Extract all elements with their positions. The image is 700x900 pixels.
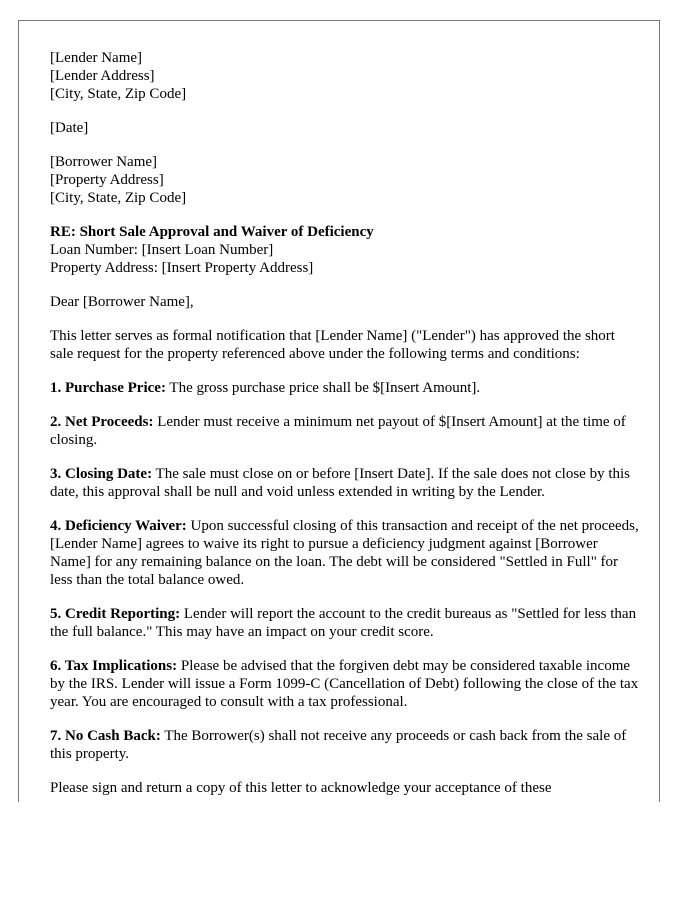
term-deficiency-waiver [50,517,640,589]
salutation: Dear [Borrower Name], [50,294,194,310]
borrower-property-address: [Property Address] [50,172,164,188]
term-closing-date [50,465,640,501]
term-tax-implications [50,657,640,711]
closing-partial-line: Please sign and return a copy of this letter to acknowledge your acceptance of these [50,780,552,796]
closing-paragraph-partial [50,779,640,797]
lender-address: [Lender Address] [50,68,155,84]
term-net-proceeds [50,413,640,449]
term-heading: 4. Deficiency Waiver: [50,518,187,534]
borrower-name: [Borrower Name] [50,154,158,170]
subject-re-line: RE: Short Sale Approval and Waiver of Deficiency [50,224,374,240]
subject-property-address: Property Address: [Insert Property Address] [50,260,314,276]
borrower-address-block [50,153,640,207]
term-text: Upon successful closing of this transaction and receipt of the net proceeds, [Lender Name] agrees to waive its right to pursue a deficiency judgment against [Borrower Name] for any remaining balance on the loan. The debt will be considered "Settled in Full" for less than the total balance owed. [50,518,639,588]
borrower-city-state-zip: [City, State, Zip Code] [50,190,187,206]
letter-date: [Date] [50,120,89,136]
term-heading: 1. Purchase Price: [50,380,166,396]
term-text: Lender must receive a minimum net payout of $[Insert Amount] at the time of closing. [50,414,626,448]
term-credit-reporting [50,605,640,641]
loan-number: Loan Number: [Insert Loan Number] [50,242,274,258]
lender-name: [Lender Name] [50,50,143,66]
term-heading: 6. Tax Implications: [50,658,178,674]
date-block [50,119,640,137]
letter-page [18,20,660,802]
term-heading: 3. Closing Date: [50,466,153,482]
letter-content [50,49,640,802]
term-purchase-price [50,379,640,397]
intro-paragraph: This letter serves as formal notification that [Lender Name] ("Lender") has approved the short sale request for the property referenced above under the following terms and conditions: [50,328,615,362]
term-no-cash-back [50,727,640,763]
term-text: Please be advised that the forgiven debt may be considered taxable income by the IRS. Lender will issue a Form 1099-C (Cancellation of Debt) following the close of the tax year. You are encouraged to consult with a tax professional. [50,658,639,710]
lender-address-block [50,49,640,103]
term-text: Lender will report the account to the credit bureaus as "Settled for less than the full balance." This may have an impact on your credit score. [50,606,637,640]
subject-block [50,223,640,277]
term-heading: 7. No Cash Back: [50,728,161,744]
term-text: The sale must close on or before [Insert Date]. If the sale does not close by this date, this approval shall be null and void unless extended in writing by the Lender. [50,466,630,500]
term-text: The Borrower(s) shall not receive any proceeds or cash back from the sale of this property. [50,728,627,762]
lender-city-state-zip: [City, State, Zip Code] [50,86,187,102]
term-text: The gross purchase price shall be $[Insert Amount]. [165,380,481,396]
term-heading: 5. Credit Reporting: [50,606,181,622]
term-heading: 2. Net Proceeds: [50,414,154,430]
